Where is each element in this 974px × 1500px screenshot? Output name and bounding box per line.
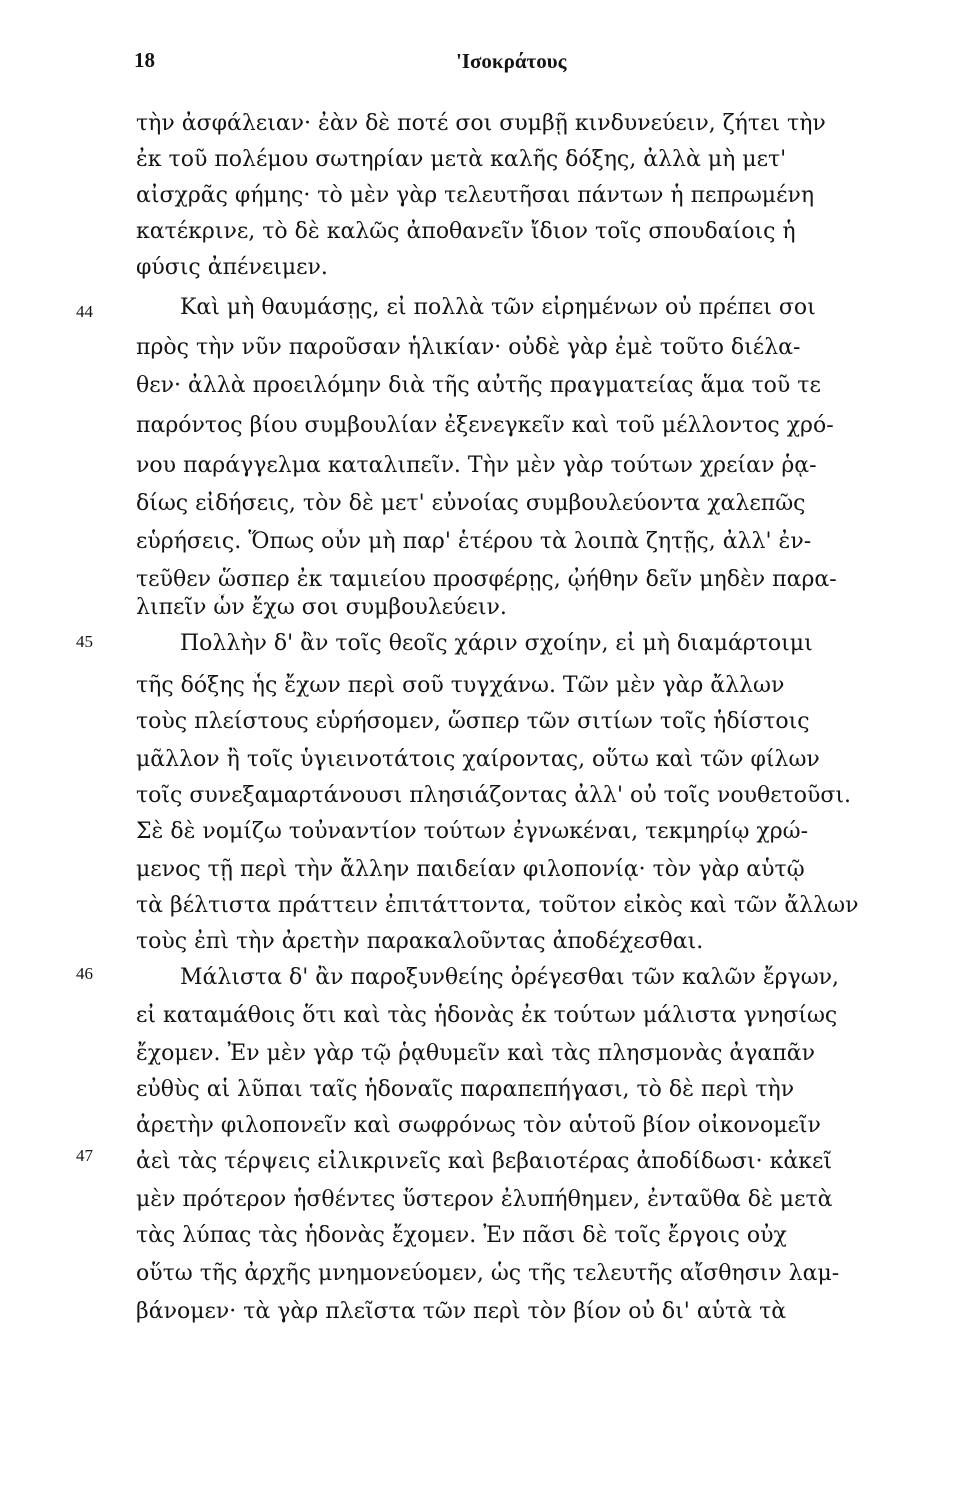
text-line: αἰσχρᾶς φήμης· τὸ μὲν γὰρ τελευτῆσαι πάντων ἡ πεπρωμένη xyxy=(136,183,815,208)
page-number: 18 xyxy=(134,48,155,72)
text-line: Μάλιστα δ' ἂν παροξυνθείης ὀρέγεσθαι τῶν καλῶν ἔργων, xyxy=(180,965,840,990)
text-line: πρὸς τὴν νῦν παροῦσαν ἡλικίαν· οὐδὲ γὰρ ἐμὲ τοῦτο διέλα- xyxy=(136,335,801,360)
section-number: 46 xyxy=(76,964,93,983)
text-line: κατέκρινε, τὸ δὲ καλῶς ἀποθανεῖν ἴδιον τοῖς σπουδαίοις ἡ xyxy=(136,219,796,244)
text-line: τοῖς συνεξαμαρτάνουσι πλησιάζοντας ἀλλ' οὐ τοῖς νουθετοῦσι. xyxy=(136,783,852,808)
text-line: τὰ βέλτιστα πράττειν ἐπιτάττοντα, τοῦτον εἰκὸς καὶ τῶν ἄλλων xyxy=(136,893,859,918)
text-line: Σὲ δὲ νομίζω τοὐναντίον τούτων ἐγνωκέναι, τεκμηρίῳ χρώ- xyxy=(136,819,809,844)
text-line: τὰς λύπας τὰς ἡδονὰς ἔχομεν. Ἐν πᾶσι δὲ τοῖς ἔργοις οὐχ xyxy=(136,1223,787,1248)
section-number: 47 xyxy=(76,1146,93,1165)
text-line: τοὺς ἐπὶ τὴν ἀρετὴν παρακαλοῦντας ἀποδέχεσθαι. xyxy=(136,929,704,954)
text-line: μὲν πρότερον ἡσθέντες ὕστερον ἐλυπήθημεν, ἐνταῦθα δὲ μετὰ xyxy=(136,1187,833,1212)
text-line: ἀρετὴν φιλοπονεῖν καὶ σωφρόνως τὸν αὑτοῦ βίον οἰκονομεῖν xyxy=(136,1113,821,1138)
text-line: μᾶλλον ἢ τοῖς ὑγιεινοτάτοις χαίροντας, οὕτω καὶ τῶν φίλων xyxy=(136,747,820,772)
text-line: ἀεὶ τὰς τέρψεις εἰλικρινεῖς καὶ βεβαιοτέρας ἀποδίδωσι· κἀκεῖ xyxy=(136,1149,833,1174)
text-line: τῆς δόξης ἧς ἔχων περὶ σοῦ τυγχάνω. Τῶν μὲν γὰρ ἄλλων xyxy=(136,673,785,698)
text-line: φύσις ἀπένειμεν. xyxy=(136,255,328,280)
text-line: εὐθὺς αἱ λῦπαι ταῖς ἡδοναῖς παραπεπήγασι, τὸ δὲ περὶ τὴν xyxy=(136,1077,795,1102)
running-title: 'Ισοκράτους xyxy=(456,49,567,73)
text-line: οὕτω τῆς ἀρχῆς μνημονεύομεν, ὡς τῆς τελευτῆς αἴσθησιν λαμ- xyxy=(136,1261,840,1286)
text-line: Καὶ μὴ θαυμάσῃς, εἰ πολλὰ τῶν εἰρημένων οὐ πρέπει σοι xyxy=(180,295,816,320)
text-line: μενος τῇ περὶ τὴν ἄλλην παιδείαν φιλοπονίᾳ· τὸν γὰρ αὑτῷ xyxy=(136,857,805,882)
section-number: 44 xyxy=(76,302,93,321)
text-line: τοὺς πλείστους εὑρήσομεν, ὥσπερ τῶν σιτίων τοῖς ἡδίστοις xyxy=(136,709,810,734)
text-line: θεν· ἀλλὰ προειλόμην διὰ τῆς αὐτῆς πραγματείας ἅμα τοῦ τε xyxy=(136,373,821,398)
text-line: τεῦθεν ὥσπερ ἐκ ταμιείου προσφέρῃς, ᾠήθην δεῖν μηδὲν παρα- xyxy=(136,567,837,592)
text-line: Πολλὴν δ' ἂν τοῖς θεοῖς χάριν σχοίην, εἰ μὴ διαμάρτοιμι xyxy=(180,631,813,656)
text-line: νου παράγγελμα καταλιπεῖν. Τὴν μὲν γὰρ τούτων χρείαν ῥᾳ- xyxy=(136,453,817,478)
text-line: παρόντος βίου συμβουλίαν ἐξενεγκεῖν καὶ τοῦ μέλλοντος χρό- xyxy=(136,413,834,438)
text-line: ἐκ τοῦ πολέμου σωτηρίαν μετὰ καλῆς δόξης, ἀλλὰ μὴ μετ' xyxy=(136,147,787,172)
section-number: 45 xyxy=(76,632,93,651)
text-line: βάνομεν· τὰ γὰρ πλεῖστα τῶν περὶ τὸν βίον οὐ δι' αὑτὰ τὰ xyxy=(136,1299,787,1324)
text-line: εὑρήσεις. Ὅπως οὖν μὴ παρ' ἑτέρου τὰ λοιπὰ ζητῇς, ἀλλ' ἐν- xyxy=(136,529,812,554)
text-line: δίως εἰδήσεις, τὸν δὲ μετ' εὐνοίας συμβουλεύοντα χαλεπῶς xyxy=(136,491,806,516)
text-line: λιπεῖν ὧν ἔχω σοι συμβουλεύειν. xyxy=(136,595,507,620)
text-line: ἔχομεν. Ἐν μὲν γὰρ τῷ ῥᾳθυμεῖν καὶ τὰς πλησμονὰς ἀγαπᾶν xyxy=(136,1041,815,1066)
text-line: εἰ καταμάθοις ὅτι καὶ τὰς ἡδονὰς ἐκ τούτων μάλιστα γνησίως xyxy=(136,1003,838,1028)
text-line: τὴν ἀσφάλειαν· ἐὰν δὲ ποτέ σοι συμβῇ κινδυνεύειν, ζήτει τὴν xyxy=(136,111,826,136)
